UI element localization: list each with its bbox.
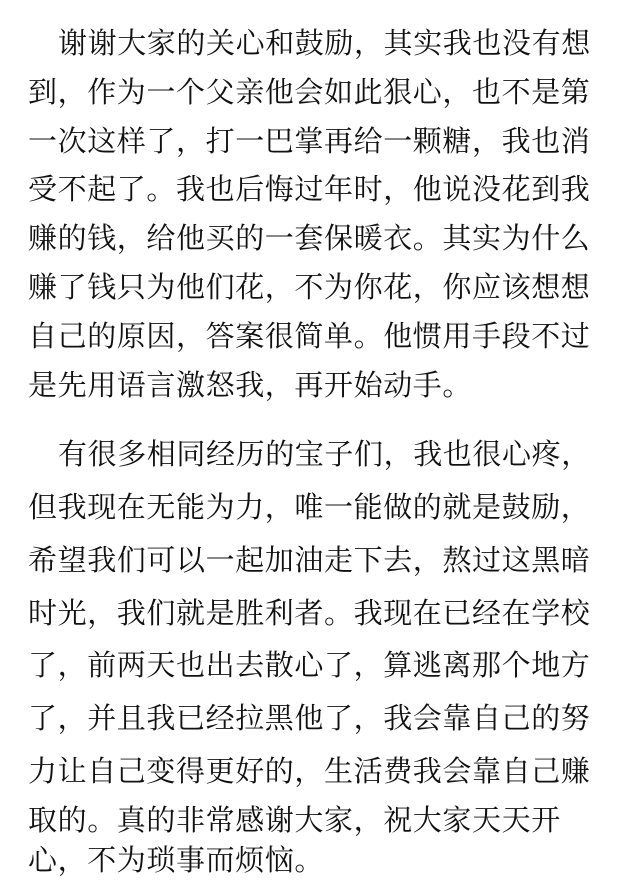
text-line: 力让自己变得更好的，生活费我会靠自己赚 (28, 754, 591, 788)
text-line: 但我现在无能为力，唯一能做的就是鼓励， (28, 490, 591, 524)
text-line: 到，作为一个父亲他会如此狠心，也不是第 (28, 75, 591, 109)
text-line: 时光，我们就是胜利者。我现在已经在学校 (28, 596, 591, 630)
text-line: 受不起了。我也后悔过年时，他说没花到我 (28, 172, 591, 206)
text-line: 一次这样了，打一巴掌再给一颗糖，我也消 (28, 124, 591, 158)
text-line: 取的。真的非常感谢大家，祝大家天天开 (28, 803, 561, 837)
text-line: 了，并且我已经拉黑他了，我会靠自己的努 (28, 701, 591, 735)
text-line: 了，前两天也出去散心了，算逃离那个地方 (28, 648, 591, 682)
text-line: 心，不为琐事而烦恼。 (28, 843, 325, 877)
text-line: 有很多相同经历的宝子们，我也很心疼， (58, 437, 591, 471)
text-line: 谢谢大家的关心和鼓励，其实我也没有想 (58, 26, 591, 60)
text-line: 赚的钱，给他买的一套保暖衣。其实为什么 (28, 221, 591, 255)
text-line: 赚了钱只为他们花，不为你花，你应该想想 (28, 270, 591, 304)
text-line: 自己的原因，答案很简单。他惯用手段不过 (28, 319, 591, 353)
text-line: 希望我们可以一起加油走下去，熬过这黑暗 (28, 543, 591, 577)
text-line: 是先用语言激怒我，再开始动手。 (28, 368, 473, 402)
